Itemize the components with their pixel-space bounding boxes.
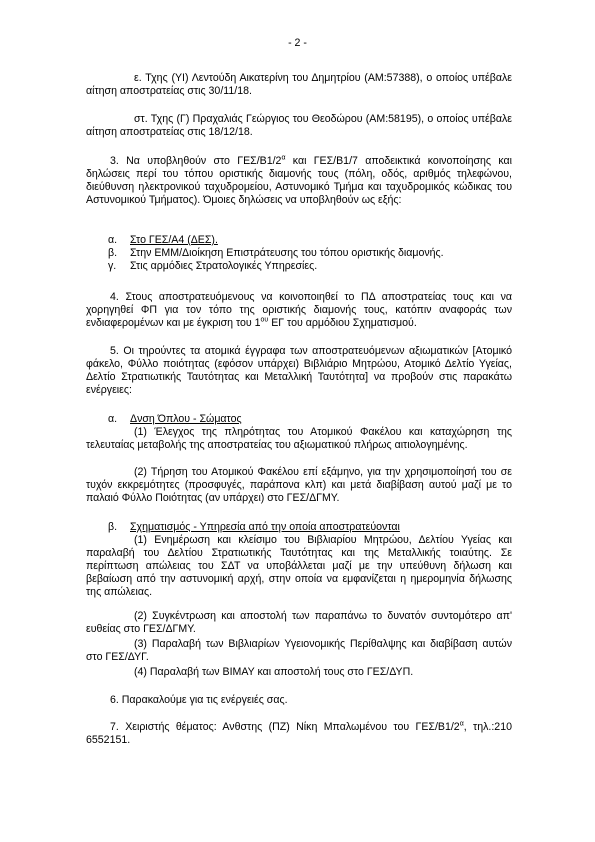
section-a-heading — [108, 413, 242, 426]
list-item — [108, 260, 508, 273]
section-a-item-1: (1) Έλεγχος της πληρότητας του Ατομικού Φακέλου και καταχώρηση της τελευταίας μεταβολής της αποστρατείας του αξιωματικού πλήρως αιτιολογημένης. — [86, 426, 512, 452]
section-b-heading — [108, 521, 400, 534]
list-item — [108, 247, 508, 260]
paragraph-4-superscript: ου — [260, 316, 269, 324]
section-b-title: Σχηματισμός - Υπηρεσία από την οποία αποστρατεύονται — [130, 521, 400, 533]
paragraph-3-text: 3. Να υποβληθούν στο ΓΕΣ/Β1/2 — [110, 155, 282, 167]
section-b-item-2: (2) Συγκέντρωση και αποστολή των παραπάνω το δυνατόν συντομότερο απ' ευθείας στο ΓΕΣ/ΔΓΜΥ. — [86, 610, 512, 636]
list-item — [108, 234, 508, 247]
list-marker: α. — [108, 234, 118, 246]
item-st: στ. Τχης (Γ) Πραχαλιάς Γεώργιος του Θεοδώρου (ΑΜ:58195), ο οποίος υπέβαλε αίτηση αποστρατείας στις 18/12/18. — [86, 113, 512, 139]
section-b-item-1: (1) Ενημέρωση και κλείσιμο του Βιβλιαρίου Μητρώου, Δελτίου Υγείας και παραλαβή του Δελτίου Στρατιωτικής Ταυτότητας και της Μεταλλικής τοιαύτης. Σε περίπτωση απώλειας του ΣΔΤ να υποβάλλεται μαζί με την υπεύθυνη δήλωση και βεβαίωση από την αστυνομική αρχή, στην οποία να εμφανίζεται η ημερομηνία δήλωσης της απώλειας. — [86, 534, 512, 599]
paragraph-3 — [86, 155, 512, 207]
list-3 — [108, 234, 508, 273]
paragraph-4-text-cont: ΕΓ του αρμόδιου Σχηματισμού. — [268, 317, 417, 330]
paragraph-7-text: 7. Χειριστής θέματος: Ανθστης (ΠΖ) Νίκη Μπαλωμένου του ΓΕΣ/Β1/2 — [110, 721, 460, 733]
paragraph-3-superscript: α — [281, 154, 286, 162]
section-a-title: Δνση Όπλου - Σώματος — [130, 413, 242, 425]
paragraph-4 — [86, 291, 512, 330]
paragraph-6: 6. Παρακαλούμε για τις ενέργειές σας. — [110, 694, 288, 706]
item-e: ε. Τχης (ΥΙ) Λεντούδη Αικατερίνη του Δημητρίου (ΑΜ:57388), ο οποίος υπέβαλε αίτηση αποστρατείας στις 30/11/18. — [86, 72, 512, 98]
page-number: - 2 - — [288, 37, 307, 49]
section-a-marker: α. — [108, 413, 118, 425]
list-marker: β. — [108, 247, 118, 260]
list-text: Στις αρμόδιες Στρατολογικές Υπηρεσίες. — [130, 260, 318, 273]
paragraph-7 — [86, 721, 512, 747]
list-text: Στο ΓΕΣ/Α4 (ΔΕΣ). — [130, 234, 218, 246]
section-b-item-4: (4) Παραλαβή των ΒΙΜΑΥ και αποστολή τους στο ΓΕΣ/ΔΥΠ. — [134, 666, 414, 678]
paragraph-5: 5. Οι τηρούντες τα ατομικά έγγραφα των αποστρατευόμενων αξιωματικών [Ατομικό φάκελο, Φύλλο ποιότητας (εφόσον υπάρχει) Βιβλιάριο Μητρώου, Ατομικό Δελτίο Υγείας, Δελτίο Στρατιωτικής Ταυτότητας και Μεταλλική Ταυτότητα] να προβούν στις παρακάτω ενέργειες: — [86, 345, 512, 397]
paragraph-3-text-cont: και ΓΕΣ/Β1/7 αποδεικτικά κοινοποίησης και δηλώσεις περί του τόπου οριστικής διαμονής τους (πόλη, οδός, αριθμός τηλεφώνου, διεύθυνση ηλεκτρονικού ταχυδρομείου, Αστυνομικό Τμήμα και ταχυδρομικός κώδικας του Αστυνομικού Τμήματος). Όμοιες δηλώσεις να υποβληθούν ως εξής: — [86, 155, 512, 207]
list-text: Στην ΕΜΜ/Διοίκηση Επιστράτευσης του τόπου οριστικής διαμονής. — [130, 247, 444, 260]
paragraph-4-text: 4. Στους αποστρατευόμενους να κοινοποιηθεί το ΠΔ αποστρατείας τους και να χορηγηθεί ΦΠ για τον τόπο της οριστικής διαμονής τους, κατόπιν αναφοράς των ενδιαφερομένων και με έγκριση του 1 — [86, 291, 512, 330]
paragraph-7-superscript: α — [459, 720, 464, 728]
list-marker: γ. — [108, 260, 117, 273]
section-b-item-3: (3) Παραλαβή των Βιβλιαρίων Υγειονομικής Περίθαλψης και διαβίβαση αυτών στο ΓΕΣ/ΔΥΓ. — [86, 638, 512, 664]
section-b-marker: β. — [108, 521, 118, 533]
paragraph-7-text-cont: , τηλ.:210 6552151. — [86, 721, 512, 747]
section-a-item-2: (2) Τήρηση του Ατομικού Φακέλου επί εξάμηνο, για την χρησιμοποίησή του σε τυχόν εκκρεμότητες (προσφυγές, παράπονα κλπ) και μετά διαβίβαση αυτού μαζί με το παλαιό Φύλλο Ποιότητας (αν υπάρχει) στο ΓΕΣ/ΔΓΜΥ. — [86, 466, 512, 505]
